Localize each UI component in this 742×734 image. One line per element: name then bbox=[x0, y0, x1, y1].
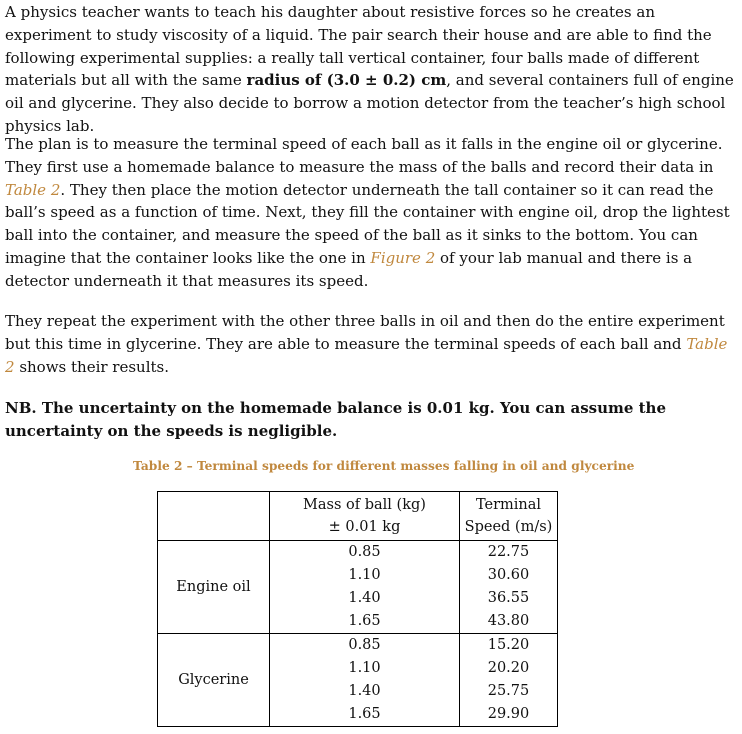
header-blank-cell bbox=[158, 492, 270, 541]
plan-text-a: The plan is to measure the terminal speed of each ball as it falls in the engine oil or glycerine. They first use a homemade balance to measure the mass of the balls and record their data in bbox=[5, 135, 723, 176]
mass-value: 1.65 bbox=[348, 706, 381, 722]
table-header-row bbox=[158, 492, 558, 541]
speed-value: 22.75 bbox=[487, 544, 530, 560]
table-2-reference[interactable]: Table 2 bbox=[5, 180, 61, 199]
repeat-paragraph bbox=[5, 310, 735, 378]
mass-value: 1.40 bbox=[348, 683, 381, 699]
speed-value: 25.75 bbox=[487, 683, 530, 699]
table-caption: Table 2 – Terminal speeds for different masses falling in oil and glycerine bbox=[133, 459, 635, 473]
speed-cell-engine-oil bbox=[460, 541, 558, 634]
header-mass-cell bbox=[270, 492, 460, 541]
header-speed-label-1: Terminal bbox=[475, 497, 542, 513]
mass-value: 1.40 bbox=[348, 590, 381, 606]
mass-cell-glycerine bbox=[270, 634, 460, 727]
speed-cell-glycerine bbox=[460, 634, 558, 727]
header-speed-cell bbox=[460, 492, 558, 541]
repeat-text-a: They repeat the experiment with the other three balls in oil and then do the entire experiment but this time in glycerine. They are able to measure the terminal speeds of each ball and bbox=[5, 312, 725, 353]
speed-value: 43.80 bbox=[487, 613, 530, 629]
speed-value: 30.60 bbox=[487, 567, 530, 583]
header-speed-label-2: Speed (m/s) bbox=[464, 519, 553, 535]
results-table bbox=[157, 491, 558, 727]
mass-value: 1.10 bbox=[348, 660, 381, 676]
mass-value: 1.65 bbox=[348, 613, 381, 629]
speed-value: 15.20 bbox=[487, 637, 530, 653]
figure-2-reference[interactable]: Figure 2 bbox=[370, 248, 436, 267]
table-row-engine-oil bbox=[158, 541, 558, 634]
repeat-text-b: shows their results. bbox=[14, 357, 170, 376]
mass-value: 0.85 bbox=[348, 544, 381, 560]
header-mass-uncertainty: ± 0.01 kg bbox=[328, 519, 401, 535]
table-row-glycerine bbox=[158, 634, 558, 727]
header-mass-label: Mass of ball (kg) bbox=[303, 497, 426, 513]
speed-value: 20.20 bbox=[487, 660, 530, 676]
nb-note: NB. The uncertainty on the homemade balance is 0.01 kg. You can assume the uncertainty on the speeds is negligible. bbox=[5, 399, 667, 440]
mass-cell-engine-oil bbox=[270, 541, 460, 634]
group-label-glycerine: Glycerine bbox=[158, 634, 270, 727]
plan-text-c: of your lab manual and there is a detector underneath it that measures its speed. bbox=[5, 248, 693, 290]
radius-bold: radius of (3.0 ± 0.2) cm bbox=[246, 71, 447, 90]
mass-value: 0.85 bbox=[348, 637, 381, 653]
group-label-engine-oil: Engine oil bbox=[158, 541, 270, 634]
plan-paragraph bbox=[5, 133, 735, 293]
intro-paragraph bbox=[5, 1, 735, 138]
table-2-reference-2[interactable]: Table 2 bbox=[5, 334, 728, 376]
speed-value: 36.55 bbox=[487, 590, 530, 606]
mass-value: 1.10 bbox=[348, 567, 381, 583]
speed-value: 29.90 bbox=[487, 706, 530, 722]
plan-text-b: . They then place the motion detector underneath the tall container so it can read the ball’s speed as a function of time. Next, they fill the container with engine oil, drop the lightest ball into the container, and measure the speed of the ball as it sinks to the bottom. You can imagine that the container looks like the one in bbox=[5, 180, 730, 267]
intro-text: A physics teacher wants to teach his daughter about resistive forces so he creates an experiment to study viscosity of a liquid. The pair search their house and are able to find the following experimental supplies: a really tall vertical container, four balls made of different materials but all with the same bbox=[5, 3, 712, 90]
intro-text-end: , and several containers full of engine oil and glycerine. They also decide to borrow a motion detector from the teacher’s high school physics lab. bbox=[5, 71, 734, 135]
